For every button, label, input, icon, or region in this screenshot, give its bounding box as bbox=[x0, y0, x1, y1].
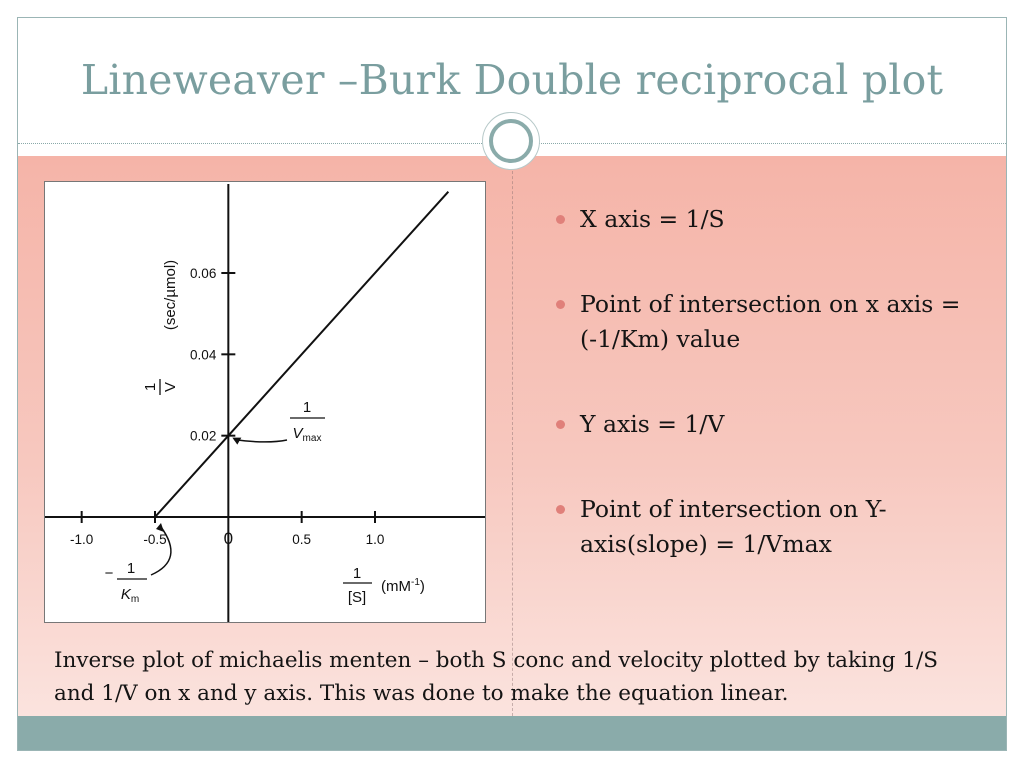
y-tick-label: 0.06 bbox=[190, 266, 217, 281]
vmax-annotation-arrow bbox=[234, 440, 287, 442]
km-annotation-prefix: − bbox=[104, 565, 114, 582]
bullet-dot-icon bbox=[556, 505, 565, 514]
y-label-unit: (sec/µmol) bbox=[162, 259, 179, 331]
km-annotation-numerator: 1 bbox=[126, 560, 136, 577]
x-label-denominator: [S] bbox=[347, 589, 367, 606]
bullet-dot-icon bbox=[556, 420, 565, 429]
km-annotation-arrowhead bbox=[156, 523, 164, 532]
column-divider bbox=[512, 156, 513, 716]
ring-ornament-icon bbox=[482, 112, 540, 170]
bullet-item bbox=[553, 287, 993, 357]
km-annotation-denominator: $K_m$ bbox=[120, 586, 140, 605]
vmax-annotation-denominator: $V_{max}$ bbox=[292, 425, 322, 444]
bullet-item bbox=[553, 492, 993, 562]
vmax-annotation-arrowhead bbox=[232, 438, 241, 445]
bullet-item bbox=[553, 407, 993, 442]
x-tick-label: -0.5 bbox=[143, 532, 167, 547]
x-tick-label: 1.0 bbox=[365, 532, 385, 547]
slide bbox=[17, 17, 1007, 751]
x-tick-label: -1.0 bbox=[70, 532, 94, 547]
vmax-annotation-numerator: 1 bbox=[302, 399, 312, 416]
bullet-text: Y axis = 1/V bbox=[580, 410, 725, 438]
bullet-list bbox=[553, 202, 993, 612]
bullet-text: X axis = 1/S bbox=[580, 205, 725, 233]
bullet-dot-icon bbox=[556, 215, 565, 224]
bullet-text: Point of intersection on x axis = (-1/Km) value bbox=[580, 290, 961, 353]
y-tick-label: 0.02 bbox=[190, 428, 217, 444]
lineweaver-burk-chart bbox=[44, 181, 486, 623]
chart-svg bbox=[45, 182, 485, 622]
y-tick-label: 0.04 bbox=[190, 347, 217, 363]
footer-bar bbox=[18, 716, 1006, 751]
bullet-dot-icon bbox=[556, 300, 565, 309]
y-label-denominator: V bbox=[162, 381, 179, 393]
y-axis-label bbox=[142, 260, 179, 395]
slide-title: Lineweaver –Burk Double reciprocal plot bbox=[80, 56, 944, 104]
x-label-numerator: 1 bbox=[352, 565, 362, 582]
x-tick-label: 0.5 bbox=[292, 532, 312, 547]
y-label-numerator: 1 bbox=[142, 382, 159, 392]
slide-caption: Inverse plot of michaelis menten – both S conc and velocity plotted by taking 1/S and 1/V on x and y axis. This was done to make the equation linear. bbox=[54, 648, 938, 706]
bullet-item bbox=[553, 202, 993, 237]
bullet-text: Point of intersection on Y-axis(slope) = 1/Vmax bbox=[580, 495, 887, 558]
x-label-unit: $(mM^{-1})$ bbox=[381, 577, 425, 595]
x-tick-label: 0 bbox=[223, 529, 234, 548]
